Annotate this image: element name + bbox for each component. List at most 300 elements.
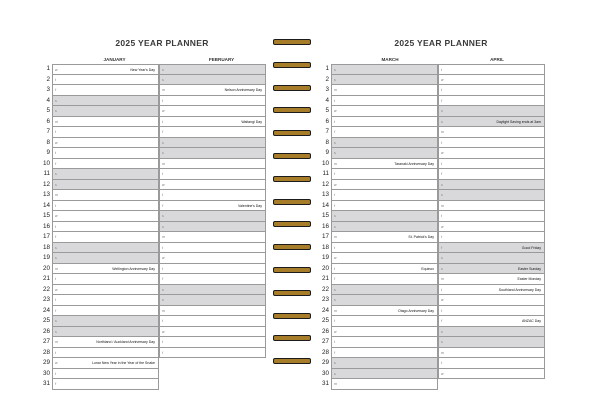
binding-ring — [273, 199, 311, 205]
weekday-letter: s — [334, 68, 336, 72]
day-cell — [438, 274, 545, 285]
calendar-row — [301, 316, 581, 327]
day-cell — [52, 306, 159, 317]
day-cell — [438, 358, 545, 369]
calendar-row — [301, 106, 581, 117]
weekday-letter: s — [334, 214, 336, 218]
day-cell — [331, 180, 438, 191]
weekday-letter: m — [55, 340, 58, 344]
day-cell — [52, 316, 159, 327]
calendar-row — [301, 190, 581, 201]
calendar-row — [22, 190, 302, 201]
calendar-row — [22, 127, 302, 138]
weekday-letter: t — [441, 161, 442, 166]
weekday-letter: m — [441, 130, 444, 134]
day-cell — [331, 117, 438, 128]
weekday-letter: t — [55, 203, 56, 208]
day-cell — [52, 148, 159, 159]
weekday-letter: w — [55, 214, 58, 218]
weekday-letter: f — [441, 172, 442, 176]
calendar-row — [301, 211, 581, 222]
day-cell — [159, 64, 266, 75]
binding-ring — [273, 290, 311, 296]
day-cell — [331, 316, 438, 327]
weekday-letter: f — [334, 203, 335, 208]
weekday-letter: t — [162, 245, 163, 250]
day-number: 12 — [42, 180, 50, 188]
calendar-row — [301, 64, 581, 75]
weekday-letter: s — [55, 319, 57, 323]
weekday-letter: t — [55, 130, 56, 134]
day-cell — [52, 358, 159, 369]
day-cell — [331, 96, 438, 107]
weekday-letter: w — [55, 287, 58, 292]
weekday-letter: w — [334, 182, 337, 187]
day-cell — [159, 285, 266, 296]
month-header-april: APRIL — [490, 57, 504, 62]
weekday-letter: w — [55, 361, 58, 365]
weekday-letter: w — [334, 256, 337, 260]
holiday-label: Otago Anniversary Day — [398, 308, 434, 313]
binding-ring — [273, 358, 311, 364]
day-number: 20 — [42, 264, 50, 272]
holiday-label: Good Friday — [521, 245, 541, 250]
calendar-row — [22, 295, 302, 306]
day-cell — [159, 316, 266, 327]
weekday-letter: f — [441, 245, 442, 250]
weekday-letter: t — [162, 119, 163, 124]
calendar-row — [301, 274, 581, 285]
day-number: 6 — [46, 117, 50, 125]
calendar-row — [301, 243, 581, 254]
day-cell — [331, 348, 438, 359]
day-cell — [331, 201, 438, 212]
calendar-row — [301, 264, 581, 275]
day-cell — [159, 75, 266, 86]
day-number: 18 — [321, 243, 329, 251]
day-cell — [52, 96, 159, 107]
calendar-row — [22, 169, 302, 180]
calendar-row — [22, 148, 302, 159]
weekday-letter: s — [55, 329, 57, 334]
holiday-label: New Year's Day — [130, 68, 155, 72]
weekday-letter: m — [441, 277, 444, 281]
weekday-letter: s — [441, 193, 443, 197]
binding-ring — [273, 85, 311, 91]
day-cell — [331, 222, 438, 233]
day-cell — [331, 148, 438, 159]
day-cell — [438, 117, 545, 128]
calendar-row — [22, 327, 302, 338]
calendar-row — [22, 211, 302, 222]
day-number: 1 — [325, 65, 329, 72]
weekday-letter: t — [441, 140, 442, 145]
weekday-letter: w — [334, 329, 337, 334]
day-cell — [52, 264, 159, 275]
binding-ring — [273, 107, 311, 113]
day-cell — [331, 211, 438, 222]
day-cell — [438, 64, 545, 75]
weekday-letter: s — [162, 140, 164, 145]
day-cell — [52, 180, 159, 191]
weekday-letter: s — [55, 172, 57, 176]
day-cell — [331, 295, 438, 306]
calendar-row — [22, 264, 302, 275]
weekday-letter: t — [441, 68, 442, 72]
calendar-row — [301, 369, 581, 380]
day-cell — [159, 85, 266, 96]
planner-page-left — [22, 13, 302, 390]
day-cell — [52, 243, 159, 254]
day-cell — [438, 127, 545, 138]
holiday-label: Southland Anniversary Day — [498, 287, 541, 292]
calendar-row — [301, 327, 581, 338]
day-cell — [438, 159, 545, 170]
binding-ring — [273, 221, 311, 227]
weekday-letter: f — [162, 130, 163, 134]
day-cell — [331, 190, 438, 201]
calendar-row — [301, 285, 581, 296]
day-cell — [159, 222, 266, 233]
calendar-row — [22, 96, 302, 107]
weekday-letter: m — [55, 119, 58, 124]
day-number: 26 — [321, 327, 329, 335]
weekday-letter: f — [55, 161, 56, 166]
day-cell — [159, 148, 266, 159]
weekday-letter: s — [334, 151, 336, 155]
day-number: 12 — [321, 180, 329, 188]
day-number: 31 — [321, 380, 329, 387]
binding-ring — [273, 335, 311, 341]
day-number: 28 — [42, 348, 50, 356]
weekday-letter: s — [55, 182, 57, 187]
calendar-row — [301, 201, 581, 212]
weekday-letter: m — [162, 161, 165, 166]
weekday-letter: s — [162, 68, 164, 72]
day-cell — [331, 159, 438, 170]
day-cell — [159, 201, 266, 212]
day-number: 27 — [321, 338, 329, 345]
day-number: 7 — [325, 128, 329, 135]
holiday-label: Taranaki Anniversary Day — [394, 161, 434, 166]
calendar-row — [301, 348, 581, 359]
day-number: 14 — [321, 201, 329, 209]
day-number: 26 — [42, 327, 50, 335]
holiday-label: St. Patrick's Day — [408, 235, 434, 239]
weekday-letter: t — [162, 98, 163, 103]
day-cell — [52, 201, 159, 212]
day-number: 25 — [42, 317, 50, 324]
weekday-letter: f — [334, 277, 335, 281]
weekday-letter: s — [162, 224, 164, 229]
calendar-row — [22, 379, 302, 390]
weekday-letter: t — [441, 214, 442, 218]
weekday-letter: f — [334, 130, 335, 134]
calendar-row — [301, 75, 581, 86]
calendar-row — [301, 295, 581, 306]
calendar-row — [301, 180, 581, 191]
day-cell — [438, 295, 545, 306]
weekday-letter: w — [55, 140, 58, 145]
day-cell — [331, 327, 438, 338]
day-cell — [438, 211, 545, 222]
weekday-letter: t — [162, 319, 163, 323]
calendar-row — [22, 232, 302, 243]
weekday-letter: s — [441, 329, 443, 334]
calendar-row — [301, 127, 581, 138]
day-number: 7 — [46, 128, 50, 135]
calendar-row — [22, 75, 302, 86]
weekday-letter: t — [441, 88, 442, 92]
weekday-letter: m — [162, 88, 165, 92]
day-number: 15 — [321, 212, 329, 219]
calendar-row — [301, 138, 581, 149]
day-cell — [52, 127, 159, 138]
calendar-row — [22, 348, 302, 359]
calendar-row — [22, 159, 302, 170]
weekday-letter: s — [162, 287, 164, 292]
day-number: 5 — [325, 107, 329, 114]
binding-ring — [273, 153, 311, 159]
day-cell — [438, 253, 545, 264]
weekday-letter: f — [55, 308, 56, 313]
day-number: 15 — [42, 212, 50, 219]
weekday-letter: w — [334, 109, 337, 113]
day-cell — [52, 337, 159, 348]
day-number: 10 — [321, 159, 329, 167]
month-header-february: FEBRUARY — [208, 57, 235, 62]
day-cell — [438, 138, 545, 149]
day-cell — [52, 232, 159, 243]
day-number: 9 — [325, 149, 329, 156]
weekday-letter: t — [334, 193, 335, 197]
day-cell — [159, 337, 266, 348]
day-cell — [438, 96, 545, 107]
day-cell — [438, 327, 545, 338]
calendar-row — [301, 232, 581, 243]
day-number: 3 — [46, 86, 50, 93]
weekday-letter: t — [334, 245, 335, 250]
month-header-march: MARCH — [381, 57, 399, 62]
weekday-letter: f — [55, 382, 56, 386]
day-cell — [159, 327, 266, 338]
day-cell — [52, 138, 159, 149]
weekday-letter: t — [55, 77, 56, 82]
weekday-letter: w — [162, 182, 165, 187]
day-cell — [159, 211, 266, 222]
day-number: 17 — [321, 233, 329, 240]
weekday-letter: s — [334, 287, 336, 292]
day-number: 4 — [325, 96, 329, 104]
page-title: 2025 YEAR PLANNER — [394, 38, 488, 48]
weekday-letter: m — [334, 235, 337, 239]
holiday-label: Nelson Anniversary Day — [224, 88, 262, 92]
day-cell — [438, 75, 545, 86]
day-number: 31 — [42, 380, 50, 387]
binding-ring — [273, 39, 311, 45]
day-cell — [52, 379, 159, 390]
day-cell — [331, 169, 438, 180]
weekday-letter: t — [162, 340, 163, 344]
day-cell — [159, 253, 266, 264]
day-number: 24 — [321, 306, 329, 314]
day-cell — [331, 243, 438, 254]
weekday-letter: s — [441, 340, 443, 344]
weekday-letter: w — [162, 256, 165, 260]
day-number: 23 — [321, 296, 329, 303]
day-cell — [52, 169, 159, 180]
day-cell — [438, 243, 545, 254]
binding-ring — [273, 244, 311, 250]
calendar-row — [22, 274, 302, 285]
calendar-row — [301, 306, 581, 317]
weekday-letter: t — [334, 340, 335, 344]
day-number: 4 — [46, 96, 50, 104]
holiday-label: Northland / Auckland Anniversary Day — [96, 340, 155, 344]
day-cell — [52, 106, 159, 117]
day-cell — [159, 306, 266, 317]
holiday-label: ANZAC Day — [521, 319, 541, 323]
weekday-letter: w — [162, 329, 165, 334]
day-cell — [331, 358, 438, 369]
binding-ring — [273, 267, 311, 273]
day-cell — [52, 327, 159, 338]
calendar-row — [301, 337, 581, 348]
day-cell — [438, 106, 545, 117]
calendar-row — [301, 358, 581, 369]
calendar-row — [22, 106, 302, 117]
day-cell — [331, 306, 438, 317]
day-cell — [159, 117, 266, 128]
day-cell — [52, 274, 159, 285]
day-number: 11 — [43, 170, 50, 177]
day-number: 2 — [46, 75, 50, 83]
binding-ring — [273, 130, 311, 136]
day-cell — [331, 127, 438, 138]
day-number: 13 — [321, 191, 329, 198]
calendar-row — [22, 85, 302, 96]
weekday-letter: w — [441, 151, 444, 155]
month-header-january: JANUARY — [103, 57, 126, 62]
weekday-letter: m — [334, 88, 337, 92]
weekday-letter: t — [334, 98, 335, 103]
day-number: 16 — [42, 222, 50, 230]
calendar-row — [22, 117, 302, 128]
day-cell — [331, 337, 438, 348]
weekday-letter: m — [334, 161, 337, 166]
calendar-row — [301, 117, 581, 128]
weekday-letter: t — [162, 266, 163, 271]
calendar-row — [22, 243, 302, 254]
day-cell — [438, 306, 545, 317]
weekday-letter: w — [441, 77, 444, 82]
weekday-letter: t — [55, 350, 56, 355]
weekday-letter: s — [55, 245, 57, 250]
weekday-letter: w — [441, 298, 444, 302]
day-cell — [159, 138, 266, 149]
day-cell — [52, 211, 159, 222]
weekday-letter: t — [55, 371, 56, 376]
weekday-letter: s — [334, 371, 336, 376]
day-cell — [52, 295, 159, 306]
day-cell — [331, 106, 438, 117]
day-number: 11 — [322, 170, 329, 177]
weekday-letter: s — [162, 298, 164, 302]
weekday-letter: t — [441, 235, 442, 239]
binding-ring — [273, 313, 311, 319]
day-cell — [331, 75, 438, 86]
weekday-letter: t — [334, 319, 335, 323]
day-cell — [159, 106, 266, 117]
day-cell — [159, 159, 266, 170]
day-cell — [159, 169, 266, 180]
weekday-letter: s — [334, 361, 336, 365]
day-number: 21 — [321, 275, 329, 282]
day-number: 18 — [42, 243, 50, 251]
day-cell — [52, 222, 159, 233]
weekday-letter: t — [55, 224, 56, 229]
day-number: 24 — [42, 306, 50, 314]
weekday-letter: t — [334, 266, 335, 271]
day-number: 23 — [42, 296, 50, 303]
weekday-letter: s — [441, 266, 443, 271]
day-cell — [438, 85, 545, 96]
day-cell — [438, 148, 545, 159]
weekday-letter: s — [334, 77, 336, 82]
calendar-row — [301, 85, 581, 96]
day-number: 8 — [325, 138, 329, 146]
weekday-letter: f — [441, 319, 442, 323]
weekday-letter: w — [55, 68, 58, 72]
day-cell — [52, 85, 159, 96]
day-number: 22 — [321, 285, 329, 293]
weekday-letter: m — [334, 308, 337, 313]
calendar-row — [22, 201, 302, 212]
day-cell — [331, 64, 438, 75]
day-number: 9 — [46, 149, 50, 156]
day-cell — [52, 75, 159, 86]
weekday-letter: f — [441, 98, 442, 103]
day-cell — [331, 369, 438, 380]
weekday-letter: t — [441, 308, 442, 313]
weekday-letter: t — [334, 119, 335, 124]
day-cell — [438, 232, 545, 243]
weekday-letter: t — [162, 193, 163, 197]
day-cell — [331, 232, 438, 243]
day-number: 8 — [46, 138, 50, 146]
calendar-row — [301, 222, 581, 233]
calendar-row — [301, 253, 581, 264]
day-cell — [438, 264, 545, 275]
day-cell — [159, 243, 266, 254]
day-number: 21 — [42, 275, 50, 282]
weekday-letter: m — [162, 235, 165, 239]
weekday-letter: w — [162, 109, 165, 113]
day-number: 30 — [42, 369, 50, 377]
day-cell — [52, 253, 159, 264]
day-cell — [159, 190, 266, 201]
holiday-label: Daylight Saving ends at 3am — [496, 119, 541, 124]
weekday-letter: f — [162, 350, 163, 355]
holiday-label: Lunar New Year in the Year of the Snake — [91, 361, 155, 365]
calendar-row — [301, 148, 581, 159]
weekday-letter: s — [441, 109, 443, 113]
binding-ring — [273, 62, 311, 68]
weekday-letter: f — [334, 350, 335, 355]
weekday-letter: w — [441, 371, 444, 376]
day-cell — [438, 169, 545, 180]
weekday-letter: s — [162, 214, 164, 218]
